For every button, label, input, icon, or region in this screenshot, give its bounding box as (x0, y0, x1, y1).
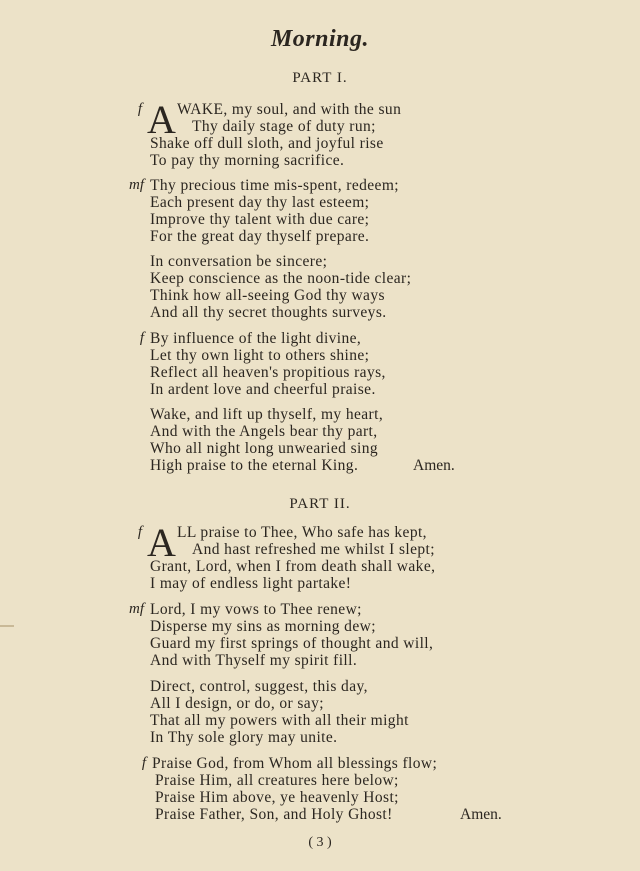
verse-line: LL praise to Thee, Who safe has kept, (177, 524, 427, 541)
verse-line: Guard my first springs of thought and will, (150, 635, 434, 652)
verse-line: In ardent love and cheerful praise. (150, 381, 376, 398)
dynamic-marking: f (137, 524, 142, 540)
verse-line: And with Thyself my spirit fill. (150, 652, 358, 669)
verse-line: Keep conscience as the noon-tide clear; (150, 270, 412, 287)
verse-line: Reflect all heaven's propitious rays, (150, 364, 386, 381)
verse-line: Praise Him above, ye heavenly Host; (155, 789, 399, 806)
verse-line: Disperse my sins as morning dew; (150, 618, 376, 635)
page-edge-mark (0, 625, 14, 627)
verse-line: That all my powers with all their might (150, 712, 409, 729)
amen: Amen. (413, 457, 455, 474)
verse-line: And all thy secret thoughts surveys. (150, 304, 387, 321)
verse-line: Grant, Lord, when I from death shall wake, (150, 558, 436, 575)
amen: Amen. (460, 806, 502, 823)
verse-line: For the great day thyself prepare. (150, 228, 370, 245)
page-number: ( 3 ) (308, 835, 332, 850)
verse-line: Wake, and lift up thyself, my heart, (150, 406, 384, 423)
verse-line: And with the Angels bear thy part, (150, 423, 378, 440)
verse-line: Think how all-seeing God thy ways (150, 287, 385, 304)
dynamic-marking: f (141, 755, 146, 771)
verse-line: Praise Father, Son, and Holy Ghost! (155, 806, 393, 823)
verse-line: Shake off dull sloth, and joyful rise (150, 135, 384, 152)
verse-line: Thy precious time mis-spent, redeem; (150, 177, 399, 194)
drop-cap: A (147, 520, 176, 565)
verse-line: Let thy own light to others shine; (150, 347, 370, 364)
verse-line: In Thy sole glory may unite. (150, 729, 338, 746)
dynamic-marking: f (139, 330, 144, 346)
verse-line: Improve thy talent with due care; (150, 211, 370, 228)
part-one-heading: PART I. (292, 70, 348, 86)
verse-line: All I design, or do, or say; (150, 695, 324, 712)
verse-line: Direct, control, suggest, this day, (150, 678, 368, 695)
verse-line: Lord, I my vows to Thee renew; (150, 601, 362, 618)
page-title: Morning. (270, 26, 370, 52)
dynamic-marking: mf (129, 601, 144, 617)
verse-line: To pay thy morning sacrifice. (150, 152, 345, 169)
verse-line: In conversation be sincere; (150, 253, 328, 270)
verse-line: Praise Him, all creatures here below; (155, 772, 399, 789)
verse-line: WAKE, my soul, and with the sun (177, 101, 402, 118)
verse-line: Each present day thy last esteem; (150, 194, 370, 211)
verse-line: By influence of the light divine, (150, 330, 362, 347)
verse-line: Who all night long unwearied sing (150, 440, 379, 457)
verse-line: High praise to the eternal King. (150, 457, 359, 474)
dynamic-marking: mf (129, 177, 144, 193)
verse-line: And hast refreshed me whilst I slept; (192, 541, 435, 558)
part-two-heading: PART II. (289, 496, 351, 512)
verse-line: Praise God, from Whom all blessings flow; (152, 755, 438, 772)
verse-line: I may of endless light partake! (150, 575, 352, 592)
drop-cap: A (147, 97, 176, 142)
verse-line: Thy daily stage of duty run; (192, 118, 376, 135)
dynamic-marking: f (137, 101, 142, 117)
